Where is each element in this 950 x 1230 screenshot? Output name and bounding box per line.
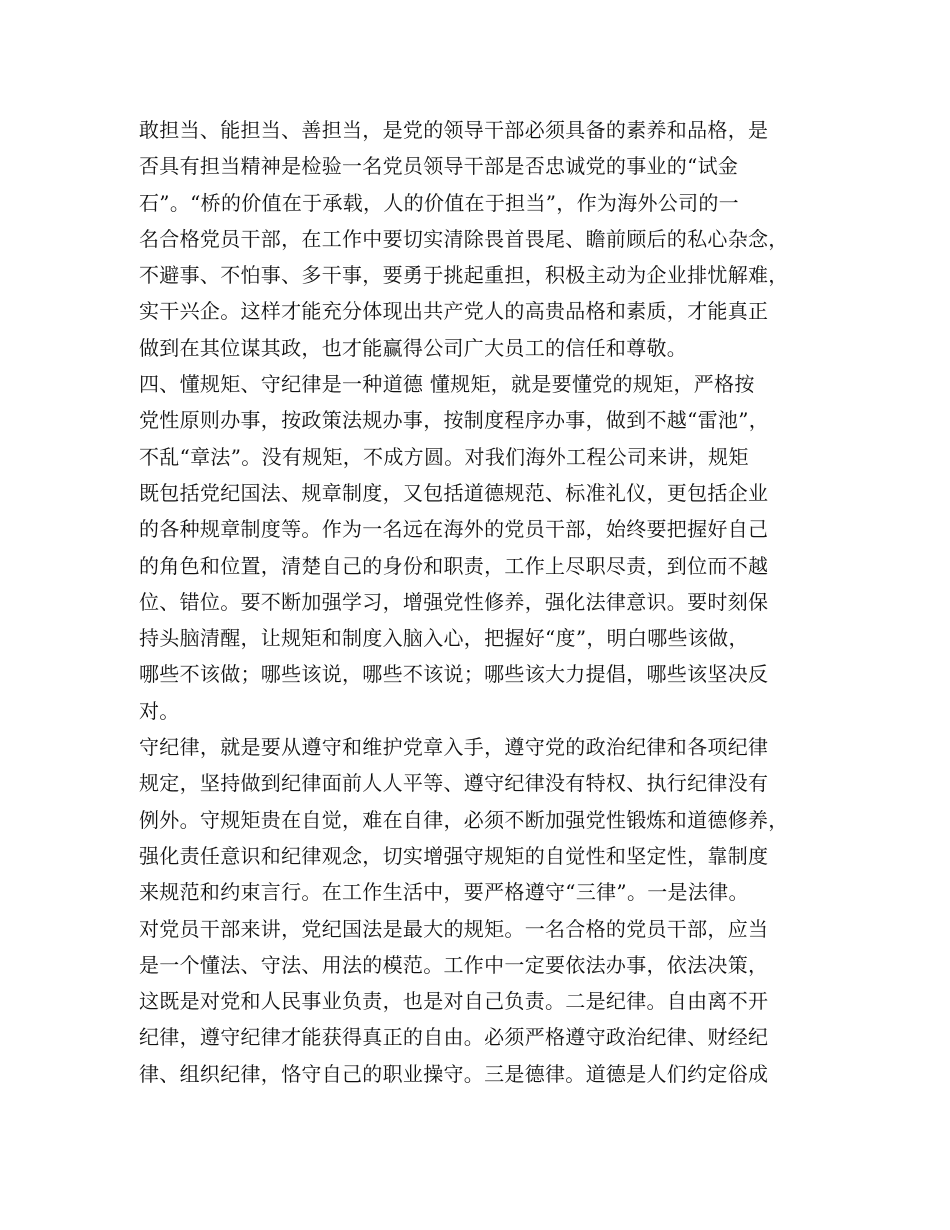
text-line: 名合格党员干部，在工作中要切实清除畏首畏尾、瞻前顾后的私心杂念， xyxy=(139,226,789,251)
text-line: 这既是对党和人民事业负责，也是对自己负责。二是纪律。自由离不开 xyxy=(139,989,769,1014)
text-line: 规定，坚持做到纪律面前人人平等、遵守纪律没有特权、执行纪律没有 xyxy=(139,771,769,796)
text-line: 例外。守规矩贵在自觉，难在自律，必须不断加强党性锻炼和道德修养， xyxy=(139,807,789,832)
section-heading-line: 四、懂规矩、守纪律是一种道德 懂规矩，就是要懂党的规矩，严格按 xyxy=(139,372,755,397)
text-line: 律、组织纪律，恪守自己的职业操守。三是德律。道德是人们约定俗成 xyxy=(139,1061,769,1086)
text-line: 不避事、不怕事、多干事，要勇于挑起重担，积极主动为企业排忧解难， xyxy=(139,263,789,288)
text-line: 守纪律，就是要从遵守和维护党章入手，遵守党的政治纪律和各项纪律 xyxy=(139,735,769,760)
text-line: 纪律，遵守纪律才能获得真正的自由。必须严格遵守政治纪律、财经纪 xyxy=(139,1025,769,1050)
text-line: 石”。“桥的价值在于承载，人的价值在于担当”，作为海外公司的一 xyxy=(139,190,739,215)
text-line: 对。 xyxy=(139,698,180,723)
text-line: 做到在其位谋其政，也才能赢得公司广大员工的信任和尊敬。 xyxy=(139,335,688,360)
text-line: 既包括党纪国法、规章制度，又包括道德规范、标准礼仪，更包括企业 xyxy=(139,480,769,505)
text-line: 位、错位。要不断加强学习，增强党性修养，强化法律意识。要时刻保 xyxy=(139,589,769,614)
text-line: 来规范和约束言行。在工作生活中，要严格遵守“三律”。一是法律。 xyxy=(139,880,749,905)
text-line: 是一个懂法、守法、用法的模范。工作中一定要依法办事，依法决策， xyxy=(139,952,769,977)
text-line: 强化责任意识和纪律观念，切实增强守规矩的自觉性和坚定性，靠制度 xyxy=(139,843,769,868)
text-line: 实干兴企。这样才能充分体现出共产党人的高贵品格和素质，才能真正 xyxy=(139,299,769,324)
body-text xyxy=(139,112,829,1092)
text-line: 持头脑清醒，让规矩和制度入脑入心，把握好“度”，明白哪些该做， xyxy=(139,626,749,651)
text-line: 不乱“章法”。没有规矩，不成方圆。对我们海外工程公司来讲，规矩 xyxy=(139,444,749,469)
text-line: 否具有担当精神是检验一名党员领导干部是否忠诚党的事业的“试金 xyxy=(139,154,739,179)
text-line: 党性原则办事，按政策法规办事，按制度程序办事，做到不越“雷池”， xyxy=(139,408,770,433)
text-line: 的各种规章制度等。作为一名远在海外的党员干部，始终要把握好自己 xyxy=(139,517,769,542)
text-line: 敢担当、能担当、善担当，是党的领导干部必须具备的素养和品格，是 xyxy=(139,118,769,142)
text-line: 哪些不该做；哪些该说，哪些不该说；哪些该大力提倡，哪些该坚决反 xyxy=(139,662,769,687)
text-line: 的角色和位置，清楚自己的身份和职责，工作上尽职尽责，到位而不越 xyxy=(139,553,769,578)
text-line: 对党员干部来讲，党纪国法是最大的规矩。一名合格的党员干部，应当 xyxy=(139,916,769,941)
